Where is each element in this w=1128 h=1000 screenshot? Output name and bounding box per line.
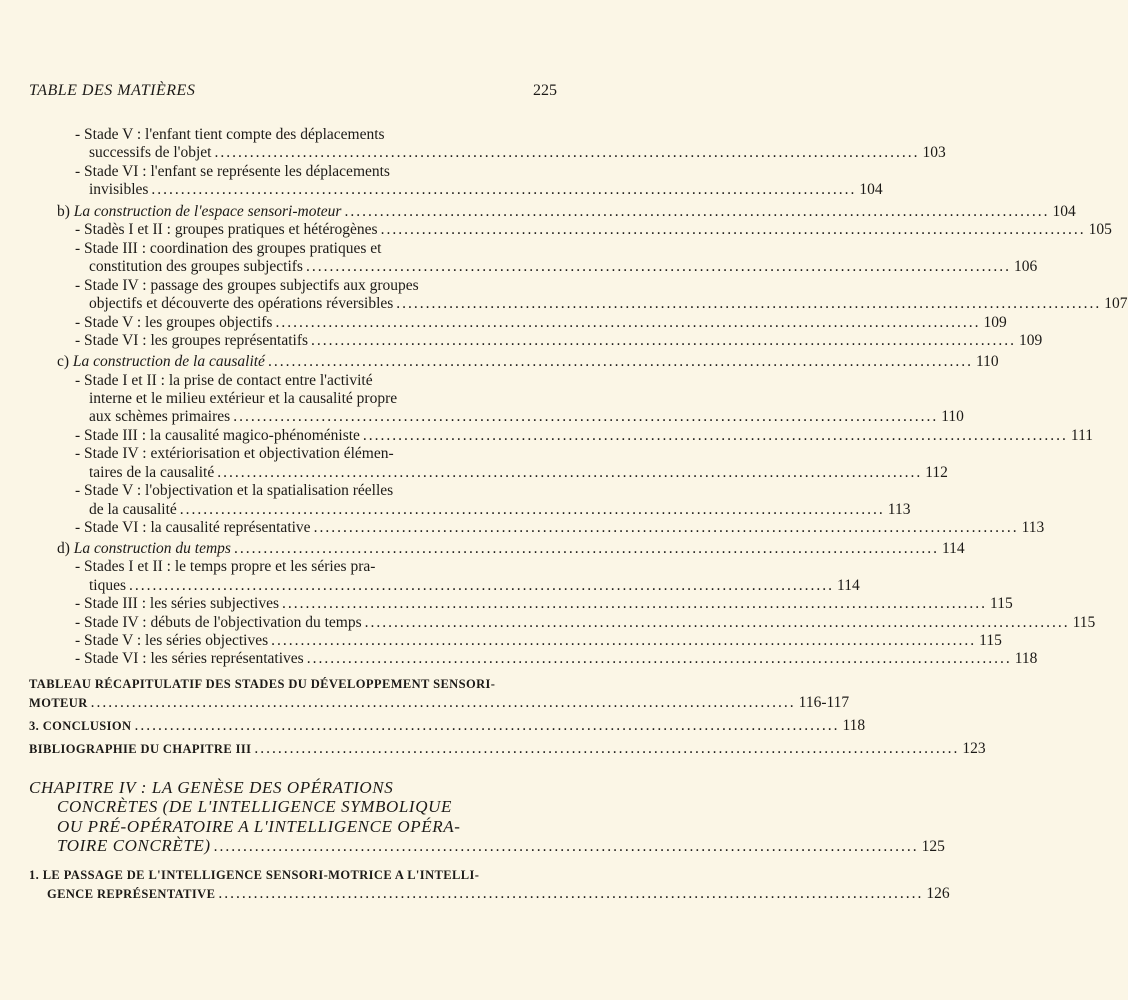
toc-page-number: 115 [979,632,1002,649]
dot-leader: ........................................................................................................................ [218,885,924,902]
toc-entry [75,595,1013,613]
toc-entry-text [57,540,231,558]
toc-page-number: 105 [1088,221,1112,238]
toc-entry-text: invisibles [89,181,149,198]
toc-entry [75,650,1038,668]
toc-entry-text: - Stade IV : passage des groupes subjectifs aux groupes [75,277,419,294]
toc-entry-text: tiques [89,577,127,594]
toc-entry-text: objectifs et découverte des opérations réversibles [89,295,394,312]
toc-entry-text: - Stade VI : les groupes représentatifs [75,332,309,349]
toc-entry [75,519,1045,537]
toc-entry-text: - Stade III : coordination des groupes pratiques et [75,240,382,257]
toc-entry-text: successifs de l'objet [89,144,212,161]
dot-leader: ........................................................................................................................ [233,540,939,557]
toc-entry [75,126,557,144]
toc-page-number: 104 [1052,203,1076,220]
dot-leader: ........................................................................................................................ [396,295,1102,312]
dot-leader: ........................................................................................................................ [233,408,939,425]
toc-entry [75,240,557,258]
toc-page-number: 116-117 [798,694,850,711]
dot-leader: ........................................................................................................................ [179,501,885,518]
dot-leader: ........................................................................................................................ [151,181,857,198]
toc-page-number: 115 [990,595,1013,612]
toc-entry [75,614,1096,632]
toc-entry [75,163,557,181]
dot-leader: ........................................................................................................................ [217,464,923,481]
toc-entry [29,717,866,735]
toc-entry-text: constitution des groupes subjectifs [89,258,303,275]
dot-leader: ........................................................................................................................ [306,650,1012,667]
toc-section-title: La construction du temps [73,540,231,557]
toc-entry-text: TOIRE CONCRÈTE) [57,836,211,855]
toc-entry [29,694,850,712]
toc-page-number: 113 [1021,519,1045,536]
toc-entry-text: BIBLIOGRAPHIE DU CHAPITRE III [29,742,252,756]
dot-leader: ........................................................................................................................ [213,838,919,855]
toc-entry-letter: b) [57,203,74,220]
toc-section-title: La construction de la causalité [72,353,265,370]
toc-entry-text: - Stades I et II : le temps propre et les séries pra- [75,558,376,575]
toc-entry-text: 1. LE PASSAGE DE L'INTELLIGENCE SENSORI-MOTRICE A L'INTELLI- [29,868,480,882]
toc-entry [75,332,1043,350]
dot-leader: ........................................................................................................................ [380,221,1086,238]
toc-entry-text: - Stadès I et II : groupes pratiques et hétérogènes [75,221,378,238]
toc-entry-text: interne et le milieu extérieur et la causalité propre [89,390,398,407]
toc-entry [57,203,1076,221]
dot-leader: ........................................................................................................................ [364,614,1070,631]
dot-leader: ........................................................................................................................ [275,314,981,331]
toc-entry [75,427,1094,445]
toc-entry [89,258,1038,276]
dot-leader: ........................................................................................................................ [271,632,977,649]
toc-entry-text: CHAPITRE IV : LA GENÈSE DES OPÉRATIONS [29,778,394,797]
toc-entry-text: MOTEUR [29,696,88,710]
toc-entry-text: TABLEAU RÉCAPITULATIF DES STADES DU DÉVELOPPEMENT SENSORI- [29,677,496,691]
toc-entry-text [57,353,265,371]
toc-page-number: 110 [941,408,964,425]
toc-entry [89,181,883,199]
toc-entry [75,277,557,295]
toc-entry-letter: c) [57,353,73,370]
toc-page-number: 118 [842,717,866,734]
toc-entry [57,798,520,816]
toc-entry-text: - Stade V : l'enfant tient compte des déplacements [75,126,385,143]
dot-leader: ........................................................................................................................ [90,694,796,711]
dot-leader: ........................................................................................................................ [311,332,1017,349]
toc-entry [75,632,1002,650]
toc-page-number: 109 [1019,332,1043,349]
toc-entry-text: - Stade V : l'objectivation et la spatialisation réelles [75,482,394,499]
toc-entry [57,353,999,371]
toc-entry-text: aux schèmes primaires [89,408,231,425]
toc-entry [57,836,945,855]
toc-entry [89,295,1128,313]
toc-entry [57,818,520,836]
toc-entry [89,501,911,519]
toc-entry-text: - Stade VI : les séries représentatives [75,650,304,667]
dot-leader: ........................................................................................................................ [129,577,835,594]
toc-entry [75,558,557,576]
toc-page-number: 125 [921,838,945,855]
toc-entry-text: OU PRÉ-OPÉRATOIRE A L'INTELLIGENCE OPÉRA- [57,817,461,836]
toc-entry-text: - Stade VI : la causalité représentative [75,519,311,536]
toc-entry [29,740,986,758]
toc-page-number: 114 [941,540,965,557]
toc-entry [29,675,557,693]
toc-page-number: 110 [975,353,999,370]
dot-leader: ........................................................................................................................ [267,353,973,370]
toc-section-title: La construction de l'espace sensori-moteur [73,203,342,220]
dot-leader: ........................................................................................................................ [134,717,840,734]
toc-page-number: 109 [983,314,1007,331]
dot-leader: ........................................................................................................................ [313,519,1019,536]
toc-entry-text [57,203,341,221]
toc-page-number: 118 [1014,650,1038,667]
toc-page-number: 123 [962,740,986,757]
toc-page-number: 114 [837,577,860,594]
toc-entry-letter: d) [57,540,74,557]
toc-entry [75,372,557,390]
toc-entry [75,221,1112,239]
running-header [29,82,557,100]
toc-page-number: 103 [922,144,946,161]
toc-entry [89,390,557,408]
toc-entry [75,314,1007,332]
toc-entry [89,144,946,162]
toc-entry [29,866,557,884]
toc-entry-text: CONCRÈTES (DE L'INTELLIGENCE SYMBOLIQUE [57,797,452,816]
toc-entry-text: - Stade III : la causalité magico-phénoméniste [75,427,360,444]
toc-entry-text: - Stade VI : l'enfant se représente les déplacements [75,163,390,180]
dot-leader: ........................................................................................................................ [305,258,1011,275]
toc-entry-text: - Stade V : les groupes objectifs [75,314,273,331]
toc-page-number: 115 [1072,614,1096,631]
toc-entry [57,540,965,558]
toc-entry-text: - Stade IV : débuts de l'objectivation du temps [75,614,362,631]
toc-entry-text: taires de la causalité [89,464,215,481]
dot-leader: ........................................................................................................................ [282,595,988,612]
dot-leader: ........................................................................................................................ [254,740,960,757]
page-number: 225 [533,82,557,99]
toc-page-number: 106 [1013,258,1038,275]
toc-entry [89,408,964,426]
toc-entry [47,885,950,903]
toc-entry-text: - Stade III : les séries subjectives [75,595,280,612]
toc-page-number: 111 [1070,427,1094,444]
running-title: TABLE DES MATIÈRES [29,82,196,99]
toc-entry-text: de la causalité [89,501,177,518]
toc-page-number: 107 [1104,295,1128,312]
toc-entry [89,577,860,595]
toc-page-number: 113 [887,501,911,518]
toc-entry [89,464,948,482]
toc-page-number: 126 [926,885,950,902]
toc-page-number: 112 [925,464,948,481]
toc-entry [75,445,557,463]
toc-entry-text: - Stade IV : extériorisation et objectivation élémen- [75,445,394,462]
toc-entry [75,482,557,500]
toc-entry [29,779,520,797]
toc-entry-text: - Stade V : les séries objectives [75,632,269,649]
toc-entry-text: - Stade I et II : la prise de contact entre l'activité [75,372,373,389]
toc-page-number: 104 [859,181,883,198]
dot-leader: ........................................................................................................................ [214,144,920,161]
dot-leader: ........................................................................................................................ [362,427,1068,444]
toc-entry-text: 3. CONCLUSION [29,719,132,733]
dot-leader: ........................................................................................................................ [344,203,1050,220]
toc-entry-text: GENCE REPRÉSENTATIVE [47,887,216,901]
